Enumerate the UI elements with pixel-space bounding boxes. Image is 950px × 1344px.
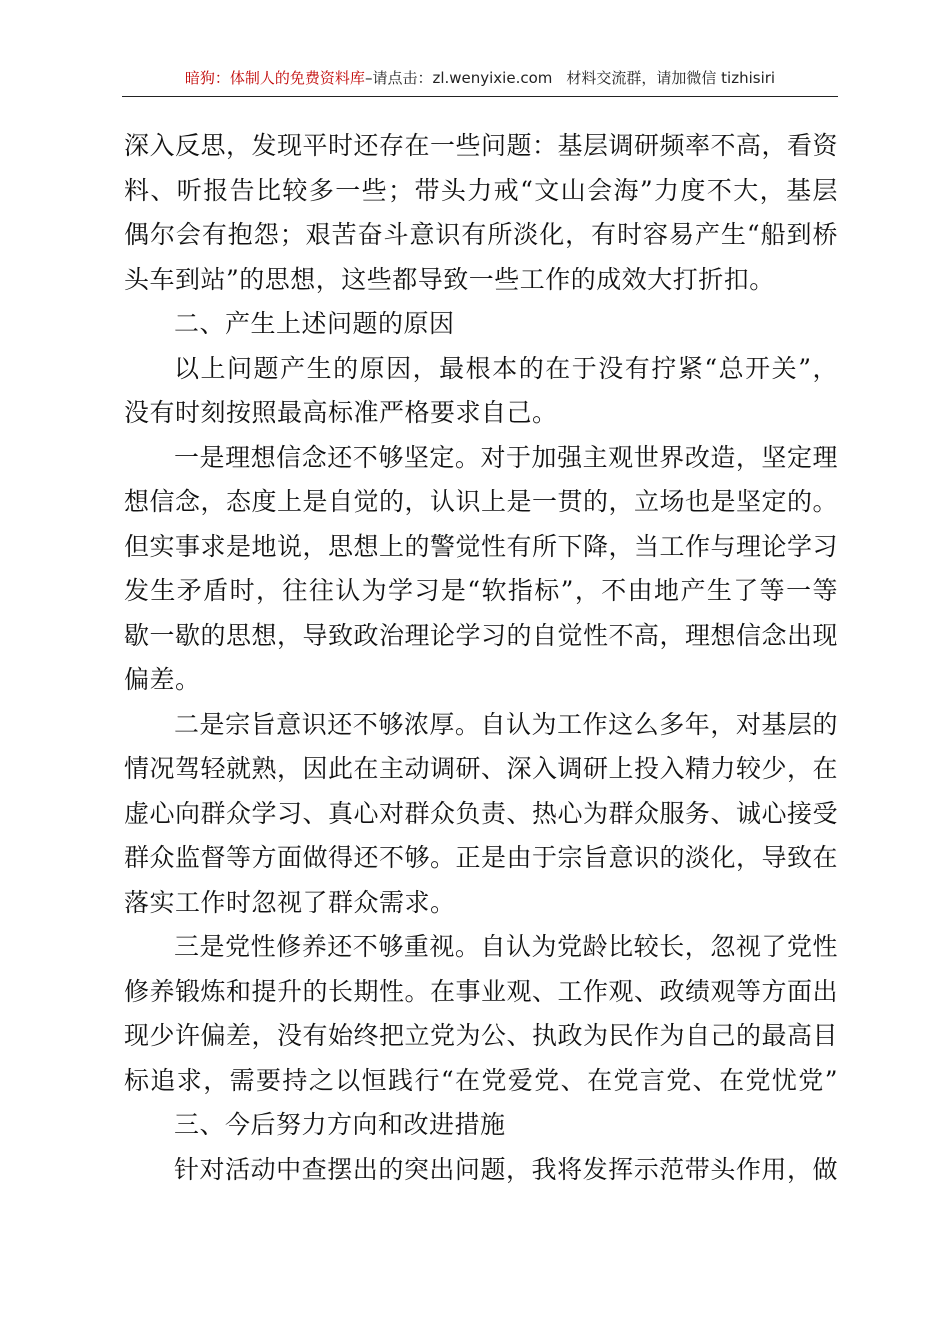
header-url-link[interactable]: zl.wenyixie.com [432, 69, 553, 87]
section-heading-3: 三、今后努力方向和改进措施 [174, 1110, 506, 1139]
body-line: 以上问题产生的原因，最根本的在于没有拧紧“总开关”， [174, 353, 838, 383]
body-line: 三是党性修养还不够重视。自认为党龄比较长，忽视了党性 [174, 932, 838, 961]
section-heading-2: 二、产生上述问题的原因 [174, 309, 455, 338]
body-line: 情况驾轻就熟，因此在主动调研、深入调研上投入精力较少，在 [124, 754, 839, 783]
header-brand-text: 暗狗：体制人的免费资料库 [184, 69, 365, 87]
body-line: 修养锻炼和提升的长期性。在事业观、工作观、政绩观等方面出 [124, 976, 839, 1006]
page-header [122, 66, 838, 97]
body-line: 虚心向群众学习、真心对群众负责、热心为群众服务、诚心接受 [124, 798, 839, 828]
body-line: 落实工作时忽视了群众需求。 [124, 887, 456, 917]
body-line: 想信念，态度上是自觉的，认识上是一贯的，立场也是坚定的。 [124, 487, 839, 516]
header-group-text: 材料交流群，请加微信 tizhisiri [566, 69, 776, 87]
body-line: 现少许偏差，没有始终把立党为公、执政为民作为自己的最高目 [124, 1021, 839, 1050]
body-line: 群众监督等方面做得还不够。正是由于宗旨意识的淡化，导致在 [124, 843, 839, 872]
body-line: 一是理想信念还不够坚定。对于加强主观世界改造，坚定理 [174, 442, 838, 472]
body-line: 偶尔会有抱怨；艰苦奋斗意识有所淡化，有时容易产生“船到桥 [124, 220, 838, 249]
header-click-text: –请点击： [364, 69, 433, 87]
document-body [124, 124, 838, 1192]
body-line: 料、听报告比较多一些；带头力戒“文山会海”力度不大，基层 [124, 175, 838, 205]
body-line: 针对活动中查摆出的突出问题，我将发挥示范带头作用，做 [174, 1154, 838, 1184]
body-line: 歇一歇的思想，导致政治理论学习的自觉性不高，理想信念出现 [124, 620, 839, 650]
body-line: 偏差。 [124, 665, 201, 694]
body-line: 深入反思，发现平时还存在一些问题：基层调研频率不高，看资 [124, 131, 839, 160]
body-line: 发生矛盾时，往往认为学习是“软指标”，不由地产生了等一等 [124, 576, 838, 605]
body-line: 标追求，需要持之以恒践行“在党爱党、在党言党、在党忧党” [124, 1065, 838, 1095]
body-line: 没有时刻按照最高标准严格要求自己。 [124, 398, 558, 427]
body-line: 头车到站”的思想，这些都导致一些工作的成效大打折扣。 [124, 264, 775, 294]
body-line: 但实事求是地说，思想上的警觉性有所下降，当工作与理论学习 [124, 531, 839, 561]
body-line: 二是宗旨意识还不够浓厚。自认为工作这么多年，对基层的 [174, 709, 838, 739]
